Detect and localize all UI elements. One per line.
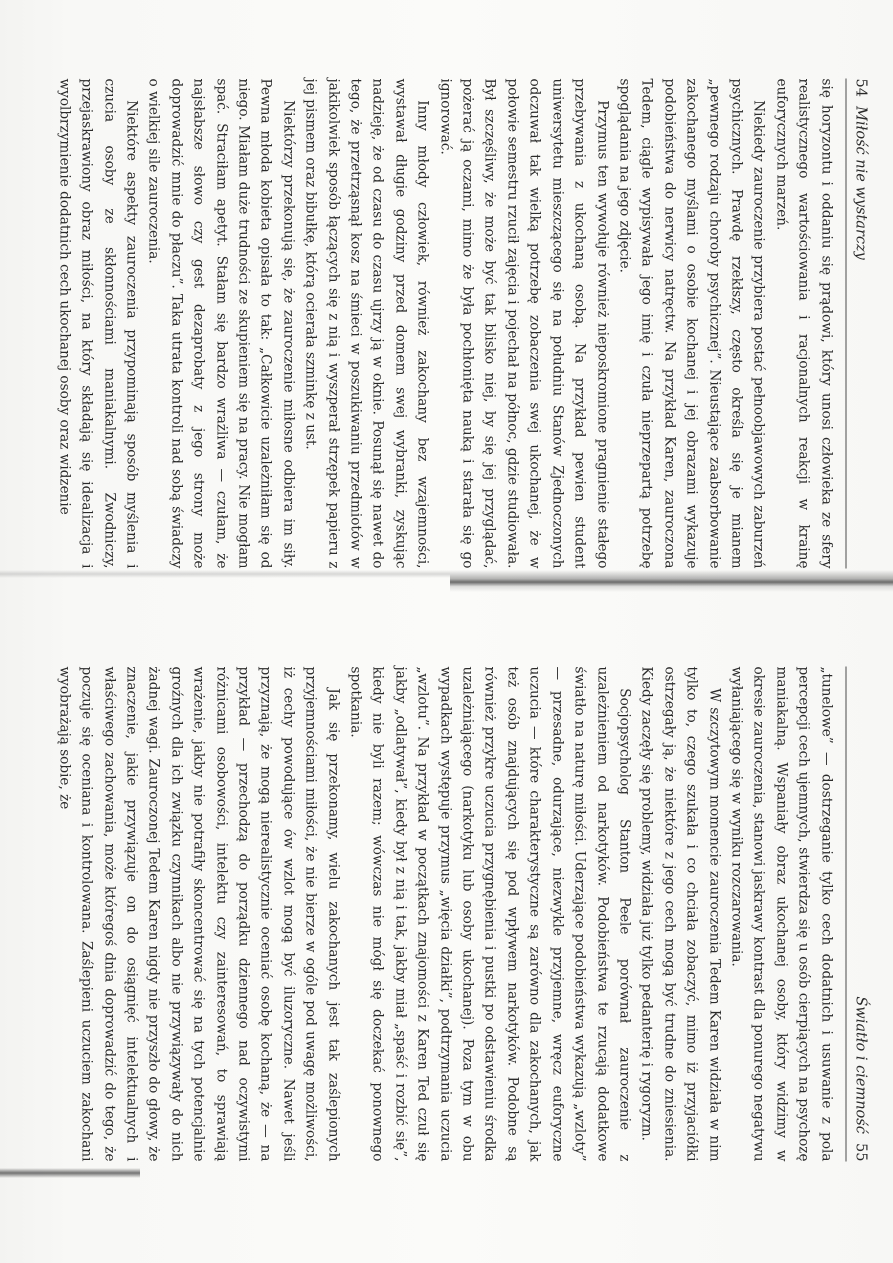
left-page-number-and-title xyxy=(849,78,871,259)
right-page-number: 55 xyxy=(852,1142,868,1161)
right-page xyxy=(55,666,871,1161)
left-paragraph-5: Niektórzy przekonują się, że zauroczenie miłosne odbiera im siły. Pewna młoda kobieta opisała to tak: „Całkowicie uzależniłam się od niego. Miałam duże trudności ze skupieniem się na pracy. Nie mogłam spać. Straciłam apetyt. Stałam się bardzo wrażliwa — czułam, że najsłabsze słowo czy gest dezaprobaty z jego strony może doprowadzić mnie do płaczu”. Taka utrata kontroli nad sobą świadczy o wielkiej sile zauroczenia. xyxy=(145,78,296,568)
left-paragraph-2: Niekiedy zauroczenie przybiera postać pełnoobjawowych zaburzeń psychicznych. Prawdę rzekłszy, często określa się je mianem „pewnego rodzaju choroby psychicznej”. Nieustające zaabsorbowanie zakochanego myślami o osobie kochanej i jej obrazami wykazuje podobieństwa do nerwicy natręctw. Na przykład Karen, zauroczona Tedem, ciągle wypisywała jego imię i czuła nieprzepartą potrzebę spoglądania na jego zdjęcie. xyxy=(615,78,767,568)
left-paragraph-6: Niektóre aspekty zauroczenia przypominają sposób myślenia i czucia osoby ze skłonnościami maniakalnymi. Zwodniczy, przejaskrawiony obraz miłości, na który składają się idealizacja i wyolbrzymienie dodatnich cech ukochanej osoby oraz widzenie xyxy=(55,78,139,568)
right-running-title: Światło i ciemność xyxy=(852,995,868,1134)
left-running-head xyxy=(845,78,871,568)
right-paragraph-4: Jak się przekonamy, wielu zakochanych jest tak zaślepionych przyjemnościami miłości, że nie bierze w ogóle pod uwagę możliwości, iż cechy powodujące ów wzlot mogą być iluzoryczne. Nawet jeśli przyznają, że mogą nierealistycznie oceniać osobę kochaną, że — na przykład — przechodzą do porządku dziennego nad oczywistymi różnicami osobowości, intelektu czy zainteresowań, to sprawiają wrażenie, jakby nie potrafiły skoncentrować się na tych potencjalnie groźnych dla ich związku czynnikach albo nie przywiązywały do nich żadnej wagi. Zauroczonej Tedem Karen nigdy nie przyszło do głowy, że znaczenie, jakie przywiązuje on do osiągnięć intelektualnych i właściwego zachowania, może któregoś dnia doprowadzić do tego, że poczuje się oceniana i kontrolowana. Zaślepieni uczuciem zakochani wyobrażają sobie, że xyxy=(55,666,341,1161)
left-paragraph-1: się horyzontu i oddaniu się prądowi, który unosi człowieka ze sfery realistycznego wartościowania i racjonalnych reakcji w krainę euforycznych marzeń. xyxy=(772,78,834,568)
left-paragraph-3: Przymus ten wywołuje również nieposkromione pragnienie stałego przebywania z ukochaną osobą. Na przykład pewien student uniwersytetu mieszczącego się na południu Stanów Zjednoczonych odczuwał tak wielką potrzebę zobaczenia swej ukochanej, że w połowie semestru rzucił zajęcia i pojechał na północ, gdzie studiowała. Był szczęśliwy, że może być tak blisko niej, by się jej przyglądać, pożerać ją oczami, mimo że była pochłonięta nauką i starała się go ignorować. xyxy=(436,78,610,568)
right-paragraph-2: W szczytowym momencie zauroczenia Tedem Karen widziała w nim tylko to, czego szukała i co chciała zobaczyć, mimo iż przyjaciółki ostrzegały ją, że niektóre z jego cech mogą być trudne do zniesienia. Kiedy zaczęły się problemy, widziała już tylko pedanterię i rygoryzm. xyxy=(638,666,722,1161)
right-running-head xyxy=(845,666,871,1161)
right-paragraph-1: „tunelowe” — dostrzeganie tylko cech dodatnich i usuwanie z pola percepcji cech ujemnych, stwierdza się u osób cierpiących na psychozę maniakalną. Wspaniały obraz ukochanej osoby, który widzimy w okresie zauroczenia, stanowi jaskrawy kontrast dla ponurego negatywu wyłaniającego się w wyniku rozczarowania. xyxy=(727,666,834,1161)
right-page-number-and-title xyxy=(849,996,871,1161)
right-paragraph-3: Socjopsycholog Stanton Peele porównał zauroczenie z uzależnieniem od narkotyków. Podobieństwa te rzucają dodatkowe światło na naturę miłości. Uderzające podobieństwa wykazują „wzloty” — przesadne, odurzające, niezwykle przyjemne, wręcz euforyczne uczucia — które charakterystyczne są zarówno dla zakochanych, jak też osób znajdujących się pod wpływem narkotyków. Podobne są również przykre uczucia przygnębienia i pustki po odstawieniu środka uzależniającego (narkotyku lub osoby ukochanej). Poza tym w obu wypadkach występuje przymus „więcia działki”, podtrzymania uczucia „wzlotu”. Na przykład w początkach znajomości z Karen Ted czuł się jakby „odlatywał”, kiedy był z nią i tak, jakby miał „spaść i rozbić się”, kiedy nie byli razem; wówczas nie mógł się doczekać ponownego spotkania. xyxy=(347,666,632,1161)
left-page xyxy=(55,78,871,568)
left-page-number: 54 xyxy=(852,78,868,97)
left-running-title: Miłość nie wystarczy xyxy=(852,105,868,260)
left-paragraph-4: Inny młody człowiek, również zakochany bez wzajemności, wystawał długie godziny przed domem swej wybranki, zyskując nadzieję, że od czasu do czasu ujrzy ją w oknie. Posunął się nawet do tego, że przetrząsnął kosz na śmieci w poszukiwaniu przedmiotów w jakikolwiek sposób łączących się z nią i wyszperał strzępek papieru z jej pismem oraz bibułkę, którą ocierała szminkę z ust. xyxy=(302,78,431,568)
